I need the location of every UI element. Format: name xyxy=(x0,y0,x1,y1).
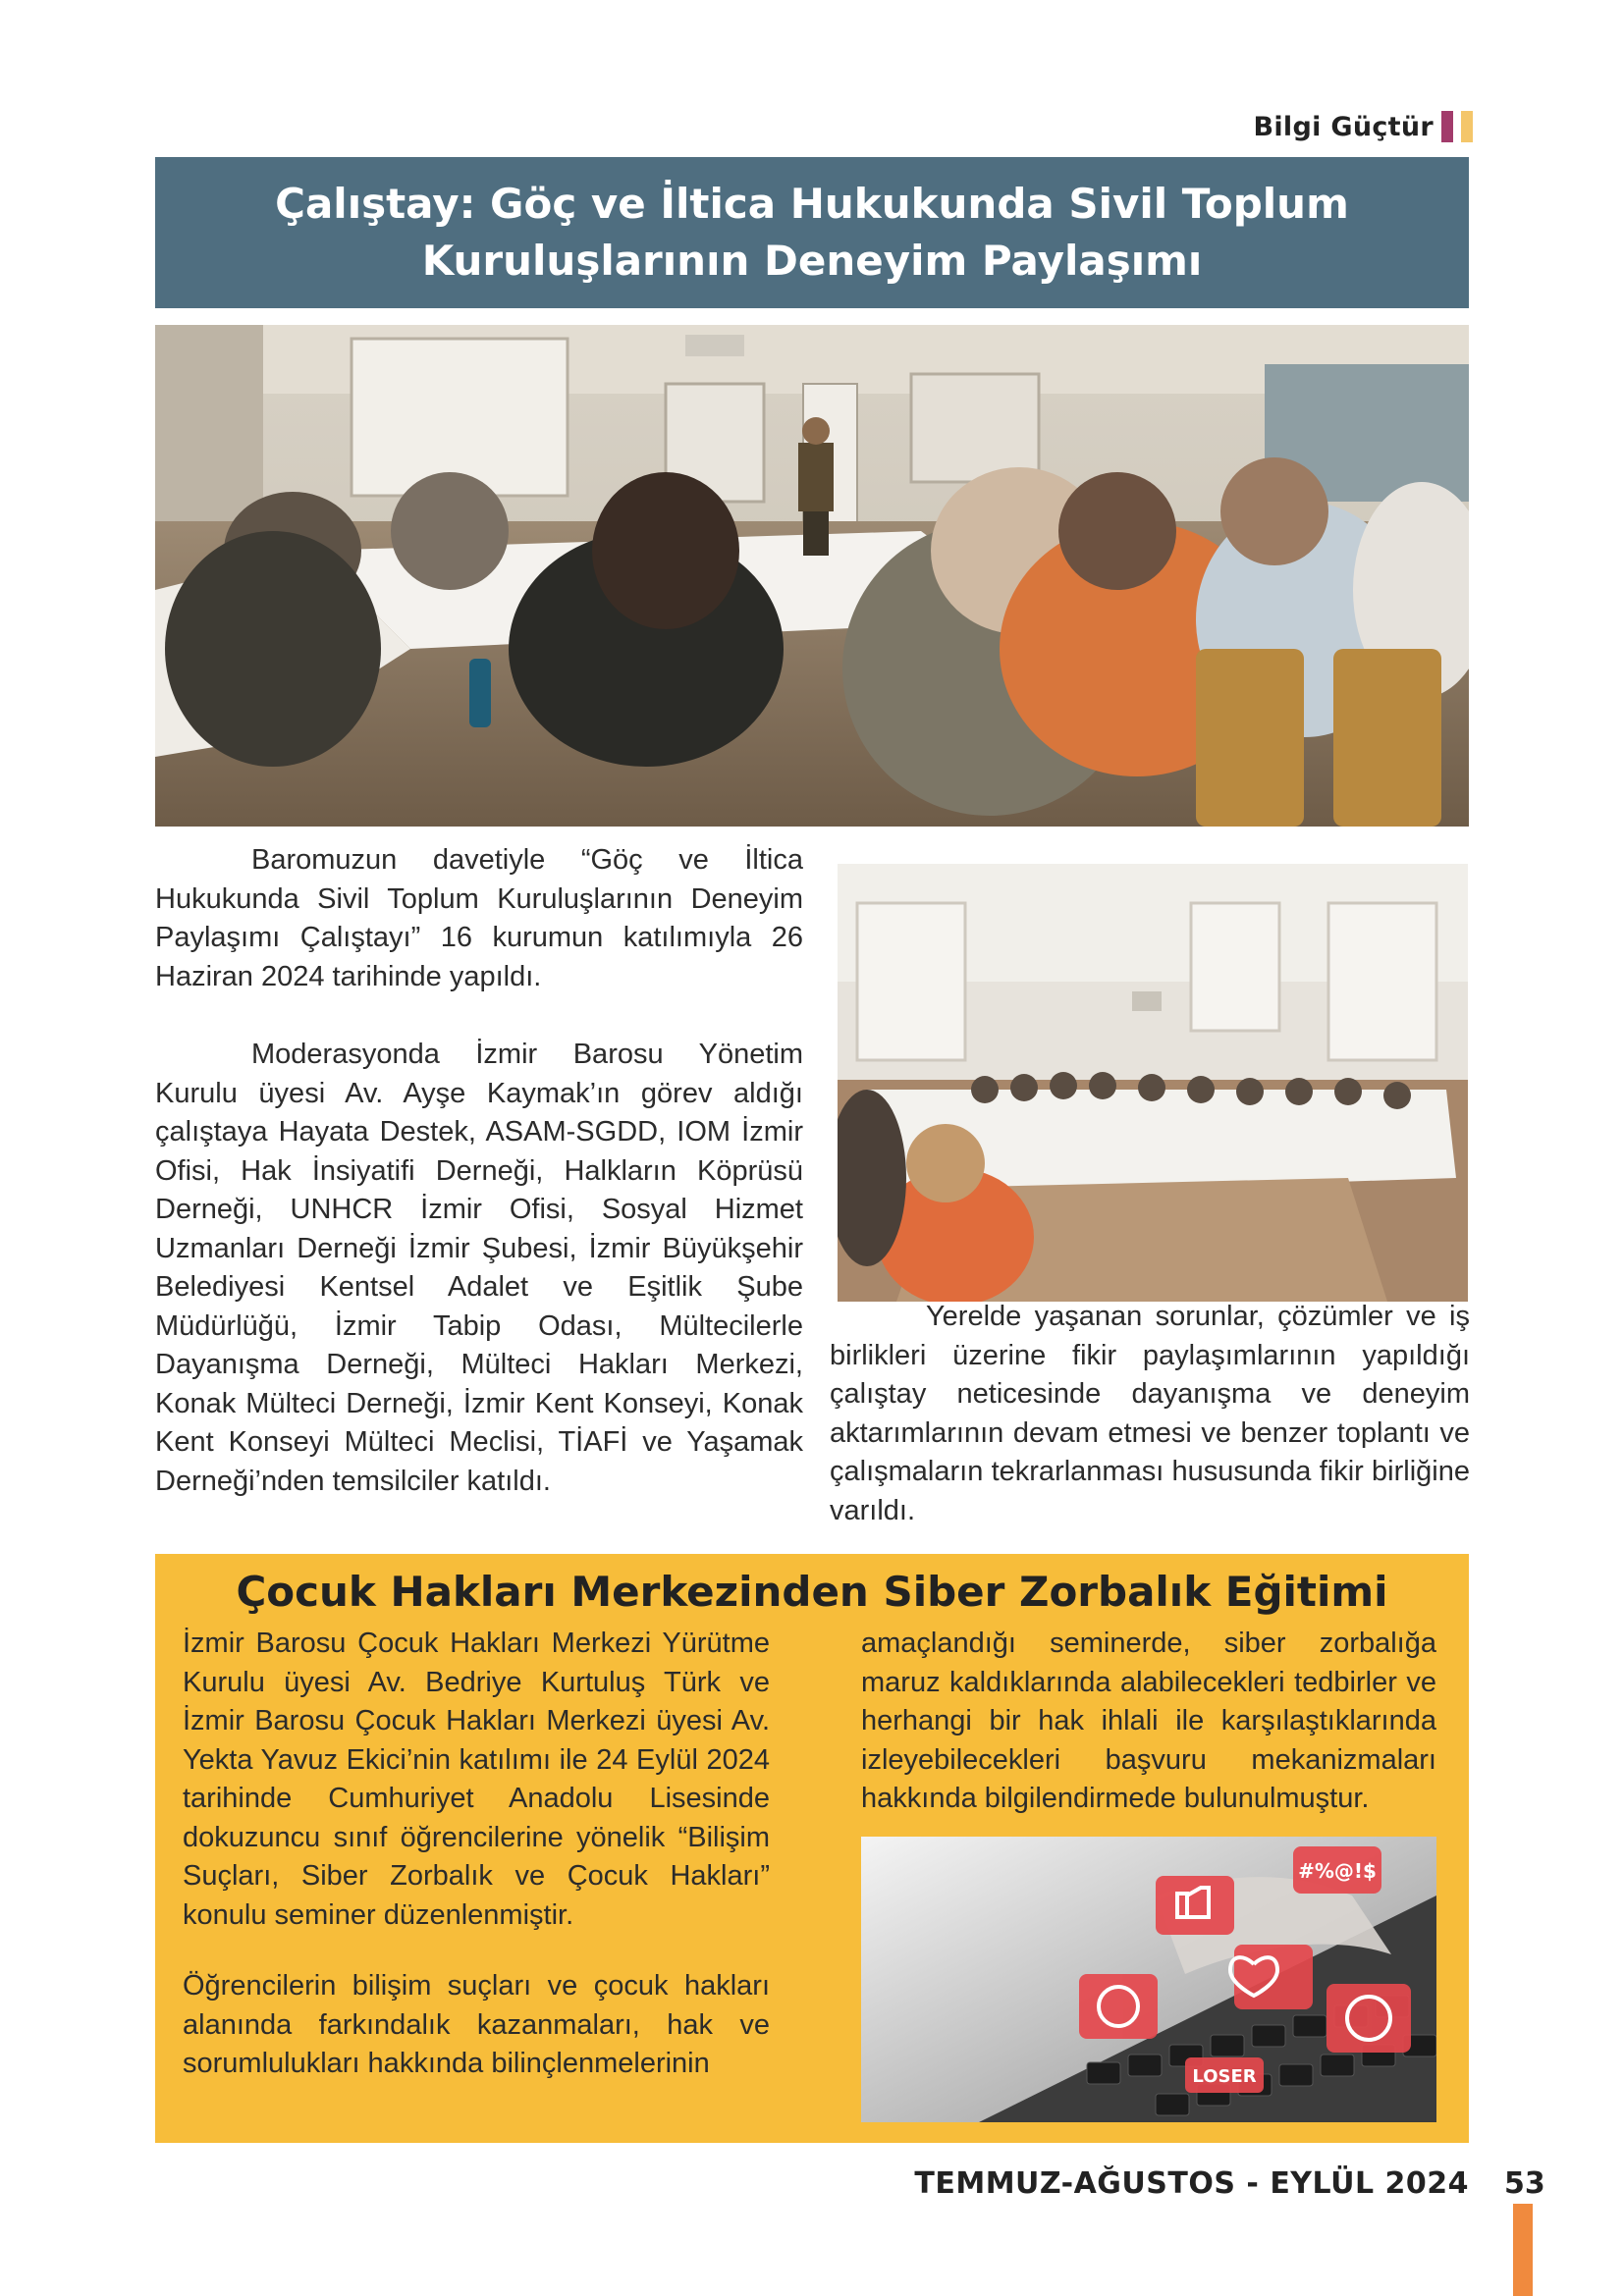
footer-accent-bar xyxy=(1513,2204,1533,2296)
article-title-line2: Kuruluşlarının Deneyim Paylaşımı xyxy=(421,237,1203,285)
article1-paragraph-participants: Moderasyonda İzmir Barosu Yönetim Kurulu üyesi Av. Ayşe Kaymak’ın görev aldığı çalıştaya Hayata Destek, ASAM-SGDD, IOM İzmir Ofisi, Hak İnsiyatifi Derneği, Halkların Köprüsü Derneği, UNHCR İzmir Ofisi, Sosyal Hizmet Uzmanları Derneği İzmir Şubesi, İzmir Büyükşehir Belediyesi Kentsel Adalet ve Eşitlik Şube Müdürlüğü, İzmir Tabip Odası, Mültecilerle Dayanışma Derneği, Mülteci Hakları Merkezi, Konak Mülteci Derneği, İzmir Kent Konseyi, Konak Kent Konseyi Mülteci Meclisi, TİAFİ ve Yaşamak Derneği’nden temsilciler katıldı. xyxy=(155,1039,803,1497)
article-title-banner xyxy=(155,157,1469,308)
article2-title: Çocuk Hakları Merkezinden Siber Zorbalık Eğitimi xyxy=(236,1568,1388,1616)
article-title xyxy=(275,176,1349,290)
image-symbols-text: #%@!$ xyxy=(1298,1859,1377,1883)
article1-paragraph-conclusion: Yerelde yaşanan sorunlar, çözümler ve iş birlikleri üzerine fikir paylaşımlarının yapıldığı çalıştay neticesinde dayanışma ve deneyim aktarımlarının devam etmesi ve benzer toplantı ve çalışmaların tekrarlanması hususunda fikir birliğine varıldı. xyxy=(830,1301,1470,1526)
article2-paragraph-aim: Öğrencilerin bilişim suçları ve çocuk hakları alanında farkındalık kazanmaları, hak ve sorumlulukları hakkında bilinçlenmelerinin xyxy=(183,1970,770,2079)
section-tag-label: Bilgi Güçtür xyxy=(1253,111,1434,142)
workshop-photo-overview xyxy=(838,864,1468,1302)
section-tag xyxy=(1253,110,1473,143)
article2-paragraph-information: amaçlandığı seminerde, siber zorbalığa maruz kaldıklarında alabilecekleri tedbirler ve herhangi bir hak ihlali ile karşılaştıklarında izleyebilecekleri başvuru mekanizmaları hakkında bilgilendirmede bulunulmuştur. xyxy=(861,1628,1436,1814)
section-tag-accent-purple xyxy=(1441,111,1453,142)
article-title-line1: Çalıştay: Göç ve İltica Hukukunda Sivil Toplum xyxy=(275,180,1349,228)
article1-paragraph-intro: Baromuzun davetiyle “Göç ve İltica Hukukunda Sivil Toplum Kuruluşlarının Deneyim Paylaşımı Çalıştayı” 16 kurumun katılımıyla 26 Haziran 2024 tarihinde yapıldı. xyxy=(155,844,803,992)
issue-date: TEMMUZ-AĞUSTOS - EYLÜL 2024 xyxy=(914,2166,1469,2201)
article2-paragraph-seminar: İzmir Barosu Çocuk Hakları Merkezi Yürütme Kurulu üyesi Av. Bedriye Kurtuluş Türk ve İzmir Barosu Çocuk Hakları Merkezi üyesi Av. Yekta Yavuz Ekici’nin katılımı ile 24 Eylül 2024 tarihinde Cumhuriyet Anadolu Lisesinde dokuzuncu sınıf öğrencilerine yönelik “Bilişim Suçları, Siber Zorbalık ve Çocuk Hakları” konulu seminer düzenlenmiştir. xyxy=(183,1628,770,1931)
section-tag-accent-yellow xyxy=(1461,111,1473,142)
cyberbullying-image xyxy=(861,1837,1436,2122)
page-number: 53 xyxy=(1504,2166,1545,2201)
image-loser-text: LOSER xyxy=(1192,2066,1257,2087)
workshop-photo-main xyxy=(155,325,1469,827)
